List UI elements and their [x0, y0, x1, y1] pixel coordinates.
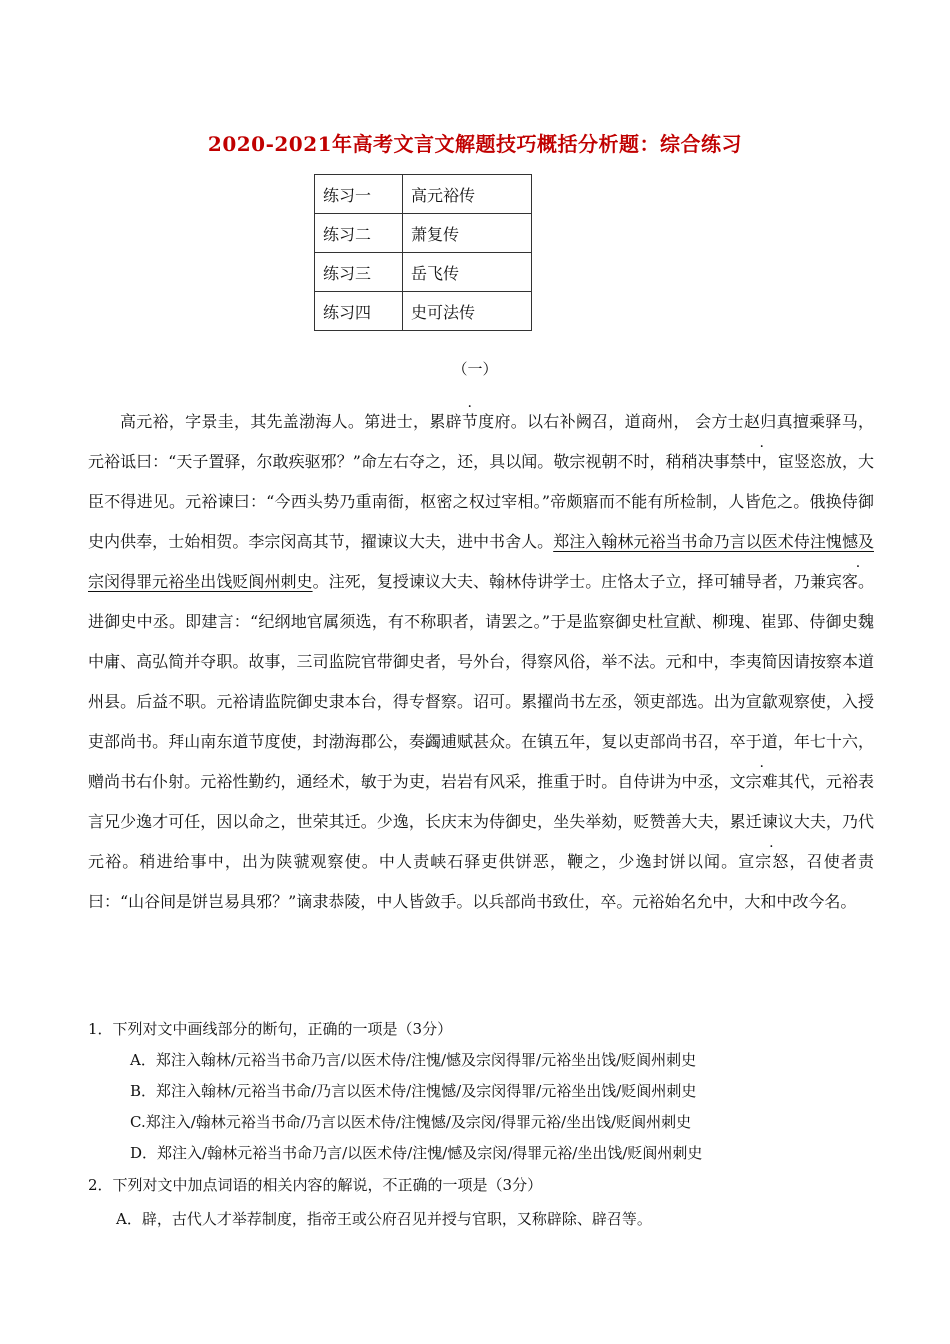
section-heading: （一） — [452, 360, 498, 378]
classical-passage — [88, 402, 874, 922]
table-cell: 练习二 — [315, 214, 403, 253]
passage-text: 难其代，元裕表言兄少逸才可任，因以命之，世荣其迁。少逸，长庆末为侍御史，坐失举劾，贬赞善大夫，累迁谏议大夫，乃代元裕。稍进给事中，出为陕虢观察使。中人责峡石驿吏供饼恶，鞭之，少逸封饼以闻。 — [88, 772, 874, 871]
passage-text: 节度府。以右补阙召，道商州， 会方士赵归真擅乘驿马，元裕诋曰：“天子置驿，尔敢疾驱邪？”命左右夺之，还，具以闻。敬宗视朝不时，稍稍决事 — [88, 412, 874, 471]
dotted-word: 宣宗 — [738, 852, 773, 871]
table-cell: 史可法传 — [403, 292, 532, 331]
dotted-word: 禁中 — [729, 452, 762, 471]
table-cell: 萧复传 — [403, 214, 532, 253]
passage-text: 怒，召使者责曰：“山谷间是饼岂易具邪？”谪隶恭陵，中人皆敛手。以兵部尚书致仕，卒。元裕始名允中，大和中改今名。 — [88, 852, 874, 911]
passage-text: 。进御史中丞。即建言：“纪纲地官属须选，有不称职者，请罢之。”于是监察御史杜宣猷、柳瑰、崔郢、侍御史魏中庸、高弘简并夺职。故事，三司监院官带御史者，号外台，得察风俗，举不法。元和中，李夷简因请按察本道州县。后益不职。元裕请监院御史隶本台，得专督察。诏可。累擢尚书左丞，领吏部选。出为宣歙观察使，入授吏部尚书。拜山南东道节度使，封渤海郡公，奏蠲逋赋甚众。在镇五年，复以吏部尚书召，卒于道，年七十六，赠尚书右仆射。元裕性勤约，通经术，敏于为吏，岩岩有风采，推重于时。自侍讲为中丞， — [88, 572, 874, 791]
table-row — [315, 175, 532, 214]
underlined-sentence: 郑注入翰林元裕当书命乃言以医术侍注愧憾及宗闵得罪元裕坐出饯贬阆州刺史 — [88, 532, 874, 591]
table-row — [315, 253, 532, 292]
passage-text: 高元裕，字景圭，其先盖渤海人。第进士，累 — [120, 412, 446, 431]
question-1-option-c: C.郑注入/翰林元裕当书命/乃言以医术侍/注愧憾/及宗闵/得罪元裕/坐出饯/贬阆州刺史 — [130, 1113, 692, 1131]
table-row — [315, 292, 532, 331]
passage-text: ，宦竖恣放，大臣不得进见。元裕谏曰：“今西头势乃重南衙，枢密之权过宰相。”帝颇寤而不能有所检制，人皆危之。俄换侍御史内供奉，士始相贺。李宗闵高其节，擢谏议大夫，进中书舍人。 — [88, 452, 874, 551]
dotted-word: 辟 — [445, 412, 462, 431]
dotted-word: 宾客 — [825, 572, 858, 591]
passage-paragraph — [88, 402, 874, 922]
table-cell: 高元裕传 — [403, 175, 532, 214]
table-cell: 练习四 — [315, 292, 403, 331]
table-row — [315, 214, 532, 253]
question-1-option-d: D．郑注入/翰林元裕当书命乃言/以医术侍/注愧/憾及宗闵/得罪元裕/坐出饯/贬阆州刺史 — [130, 1144, 703, 1162]
question-1-stem: 1．下列对文中画线部分的断句，正确的一项是（3分） — [88, 1020, 453, 1038]
question-2-stem: 2．下列对文中加点词语的相关内容的解说，不正确的一项是（3分） — [88, 1176, 543, 1194]
passage-text: 。注死，复授谏议大夫、翰林侍讲学士。庄恪太子立，择可辅导者，乃兼 — [312, 572, 826, 591]
dotted-word: 文宗 — [729, 772, 762, 791]
exercise-table — [314, 174, 532, 331]
question-1-option-a: A．郑注入翰林/元裕当书命乃言/以医术侍/注愧/憾及宗闵得罪/元裕坐出饯/贬阆州刺史 — [130, 1051, 697, 1069]
table-cell: 练习三 — [315, 253, 403, 292]
question-1-option-b: B．郑注入翰林/元裕当书命/乃言以医术侍/注愧憾/及宗闵得罪/元裕坐出饯/贬阆州刺史 — [130, 1082, 697, 1100]
table-cell: 练习一 — [315, 175, 403, 214]
table-cell: 岳飞传 — [403, 253, 532, 292]
document-title: 2020-2021年高考文言文解题技巧概括分析题：综合练习 — [207, 132, 743, 156]
question-2-option-a: A．辟，古代人才举荐制度，指帝王或公府召见并授与官职，又称辟除、辟召等。 — [116, 1210, 652, 1228]
